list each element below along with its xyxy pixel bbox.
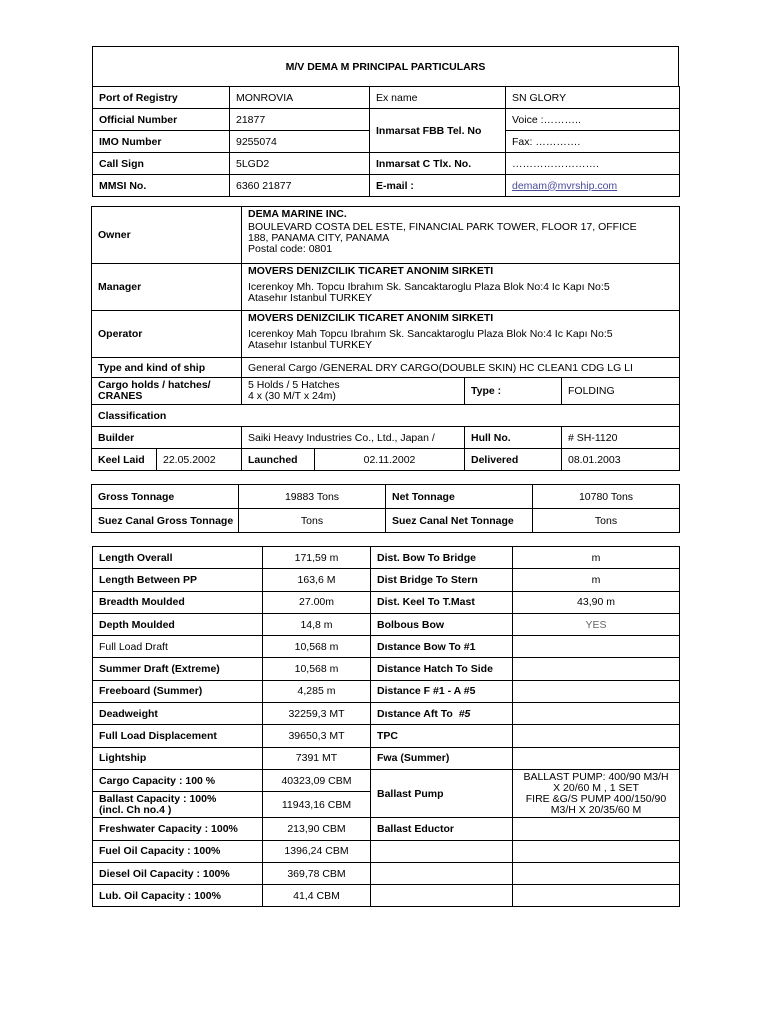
operator-label: Operator: [92, 311, 242, 358]
suez-net-tonnage-label: Suez Canal Net Tonnage: [386, 509, 533, 533]
ballast-pump-line2: X 20/60 M , 1 SET: [553, 781, 639, 794]
distance-f1-a5-label: Distance F #1 - A #5: [371, 680, 513, 702]
callsign-label: Call Sign: [93, 153, 230, 175]
port-label: Port of Registry: [93, 87, 230, 109]
cargo-holds-label-line1: Cargo holds / hatches/: [98, 379, 211, 391]
distance-bow-to-1-label: Dıstance Bow To #1: [371, 636, 513, 658]
identification-table: [92, 86, 680, 197]
ballast-capacity-label-line1: Ballast Capacity : 100%: [99, 792, 217, 805]
gross-tonnage-label: Gross Tonnage: [92, 485, 239, 509]
dimensions-table: [92, 546, 680, 907]
dist-bridge-to-stern-value: m: [513, 569, 680, 591]
distance-aft-to-5-value: [513, 703, 680, 725]
length-overall-label: Length Overall: [93, 547, 263, 569]
delivered-value: 08.01.2003: [562, 449, 680, 471]
port-value: MONROVIA: [230, 87, 370, 109]
lub-oil-capacity-value: 41,4 CBM: [263, 885, 371, 907]
inmarsat-c-value: …………………….: [506, 153, 680, 175]
depth-moulded-label: Depth Moulded: [93, 613, 263, 635]
diesel-oil-capacity-value: 369,78 CBM: [263, 862, 371, 884]
suez-net-tonnage-value: Tons: [533, 509, 680, 533]
page-title: M/V DEMA M PRINCIPAL PARTICULARS: [93, 47, 679, 87]
dist-keel-to-mast-label: Dist. Keel To T.Mast: [371, 591, 513, 613]
ballast-eductor-value: [513, 818, 680, 840]
hatch-type-value: FOLDING: [562, 378, 680, 405]
builder-label: Builder: [92, 427, 242, 449]
ballast-capacity-label-line2: (incl. Ch no.4 ): [99, 803, 172, 816]
bulbous-bow-label: Bolbous Bow: [371, 613, 513, 635]
distance-aft-hatch-number: #5: [458, 707, 471, 720]
dist-bow-to-bridge-value: m: [513, 547, 680, 569]
email-link[interactable]: demam@mvrship.com: [512, 179, 618, 192]
dist-bridge-to-stern-label: Dist Bridge To Stern: [371, 569, 513, 591]
full-load-draft-value: 10,568 m: [263, 636, 371, 658]
keel-laid-label: Keel Laid: [92, 449, 157, 471]
empty-cell: [513, 885, 680, 907]
owner-address-line3: Postal code: 0801: [248, 243, 333, 255]
distance-f1-a5-value: [513, 680, 680, 702]
length-between-pp-label: Length Between PP: [93, 569, 263, 591]
ballast-eductor-label: Ballast Eductor: [371, 818, 513, 840]
imo-value: 9255074: [230, 131, 370, 153]
suez-gross-tonnage-label: Suez Canal Gross Tonnage: [92, 509, 239, 533]
callsign-value: 5LGD2: [230, 153, 370, 175]
lightship-value: 7391 MT: [263, 747, 371, 769]
launched-label: Launched: [242, 449, 315, 471]
fwa-summer-value: [513, 747, 680, 769]
full-load-displacement-label: Full Load Displacement: [93, 725, 263, 747]
owner-name: DEMA MARINE INC.: [248, 208, 347, 220]
hull-number-label: Hull No.: [465, 427, 562, 449]
dist-bow-to-bridge-label: Dist. Bow To Bridge: [371, 547, 513, 569]
dist-keel-to-mast-value: 43,90 m: [513, 591, 680, 613]
empty-cell: [371, 840, 513, 862]
gross-tonnage-value: 19883 Tons: [239, 485, 386, 509]
owner-label: Owner: [92, 207, 242, 264]
freeboard-value: 4,285 m: [263, 680, 371, 702]
builder-value: Saiki Heavy Industries Co., Ltd., Japan /: [242, 427, 465, 449]
inmarsat-fbb-label: Inmarsat FBB Tel. No: [370, 109, 506, 153]
ship-details-table: [91, 206, 680, 471]
full-load-displacement-value: 39650,3 MT: [263, 725, 371, 747]
summer-draft-label: Summer Draft (Extreme): [93, 658, 263, 680]
ballast-capacity-value: 11943,16 CBM: [263, 792, 371, 818]
empty-cell: [371, 885, 513, 907]
exname-value: SN GLORY: [506, 87, 680, 109]
ship-type-label: Type and kind of ship: [92, 358, 242, 378]
ship-type-value: General Cargo /GENERAL DRY CARGO(DOUBLE SKIN) HC CLEAN1 CDG LG LI: [242, 358, 680, 378]
operator-address-line2: Atasehır Istanbul TURKEY: [248, 339, 373, 351]
imo-label: IMO Number: [93, 131, 230, 153]
manager-name: MOVERS DENIZCILIK TICARET ANONIM SIRKETI: [248, 265, 494, 277]
freshwater-capacity-value: 213,90 CBM: [263, 818, 371, 840]
lub-oil-capacity-label: Lub. Oil Capacity : 100%: [93, 885, 263, 907]
deadweight-value: 32259,3 MT: [263, 703, 371, 725]
distance-hatch-to-side-label: Distance Hatch To Side: [371, 658, 513, 680]
tpc-value: [513, 725, 680, 747]
fuel-oil-capacity-value: 1396,24 CBM: [263, 840, 371, 862]
fire-gs-pump-line1: FIRE &G/S PUMP 400/150/90: [525, 792, 667, 805]
freeboard-label: Freeboard (Summer): [93, 680, 263, 702]
email-label: E-mail :: [370, 175, 506, 197]
mmsi-value: 6360 21877: [230, 175, 370, 197]
depth-moulded-value: 14,8 m: [263, 613, 371, 635]
official-number-value: 21877: [230, 109, 370, 131]
full-load-draft-label: Full Load Draft: [93, 636, 263, 658]
freshwater-capacity-label: Freshwater Capacity : 100%: [93, 818, 263, 840]
deadweight-label: Deadweight: [93, 703, 263, 725]
breadth-moulded-value: 27.00m: [263, 591, 371, 613]
official-number-label: Official Number: [93, 109, 230, 131]
cargo-holds-value-line1: 5 Holds / 5 Hatches: [248, 379, 340, 391]
manager-address-line2: Atasehır Istanbul TURKEY: [248, 292, 373, 304]
cargo-capacity-label: Cargo Capacity : 100 %: [93, 769, 263, 791]
length-overall-value: 171,59 m: [263, 547, 371, 569]
operator-name: MOVERS DENIZCILIK TICARET ANONIM SIRKETI: [248, 312, 494, 324]
fuel-oil-capacity-label: Fuel Oil Capacity : 100%: [93, 840, 263, 862]
owner-address-line2: 188, PANAMA CITY, PANAMA: [248, 232, 390, 244]
ballast-pump-label: Ballast Pump: [371, 769, 513, 817]
manager-address-line1: Icerenkoy Mh. Topcu Ibrahım Sk. Sancaktaroglu Plaza Blok No:4 Ic Kapı No:5: [248, 281, 610, 293]
distance-aft-to-label: Dıstance Aft To: [377, 707, 453, 720]
suez-gross-tonnage-value: Tons: [239, 509, 386, 533]
cargo-capacity-value: 40323,09 CBM: [263, 769, 371, 791]
keel-laid-value: 22.05.2002: [157, 449, 242, 471]
fire-gs-pump-line2: M3/H X 20/35/60 M: [550, 803, 642, 816]
fax-value: Fax: ………….: [506, 131, 680, 153]
ballast-pump-line1: BALLAST PUMP: 400/90 M3/H: [523, 770, 669, 783]
cargo-holds-label-line2: CRANES: [98, 390, 143, 402]
fwa-summer-label: Fwa (Summer): [371, 747, 513, 769]
classification-label: Classification: [92, 405, 680, 427]
operator-address-line1: Icerenkoy Mah Topcu Ibrahım Sk. Sancaktaroglu Plaza Blok No:4 Ic Kapı No:5: [248, 328, 613, 340]
launched-value: 02.11.2002: [315, 449, 465, 471]
empty-cell: [513, 862, 680, 884]
voice-value: Voice :………..: [506, 109, 680, 131]
empty-cell: [513, 840, 680, 862]
breadth-moulded-label: Breadth Moulded: [93, 591, 263, 613]
bulbous-bow-value: YES: [513, 613, 680, 635]
cargo-holds-value-line2: 4 x (30 M/T x 24m): [248, 390, 336, 402]
empty-cell: [371, 862, 513, 884]
hull-number-value: # SH-1120: [562, 427, 680, 449]
tonnage-table: [91, 484, 680, 533]
summer-draft-value: 10,568 m: [263, 658, 371, 680]
distance-hatch-to-side-value: [513, 658, 680, 680]
net-tonnage-value: 10780 Tons: [533, 485, 680, 509]
owner-address-line1: BOULEVARD COSTA DEL ESTE, FINANCIAL PARK TOWER, FLOOR 17, OFFICE: [248, 221, 637, 233]
hatch-type-label: Type :: [465, 378, 562, 405]
manager-label: Manager: [92, 264, 242, 311]
diesel-oil-capacity-label: Diesel Oil Capacity : 100%: [93, 862, 263, 884]
lightship-label: Lightship: [93, 747, 263, 769]
tpc-label: TPC: [371, 725, 513, 747]
title-table: [92, 46, 679, 87]
delivered-label: Delivered: [465, 449, 562, 471]
mmsi-label: MMSI No.: [93, 175, 230, 197]
distance-aft-to-5-label-cell: [371, 703, 513, 725]
net-tonnage-label: Net Tonnage: [386, 485, 533, 509]
exname-label: Ex name: [370, 87, 506, 109]
distance-bow-to-1-value: [513, 636, 680, 658]
inmarsat-c-label: Inmarsat C Tlx. No.: [370, 153, 506, 175]
length-between-pp-value: 163,6 M: [263, 569, 371, 591]
